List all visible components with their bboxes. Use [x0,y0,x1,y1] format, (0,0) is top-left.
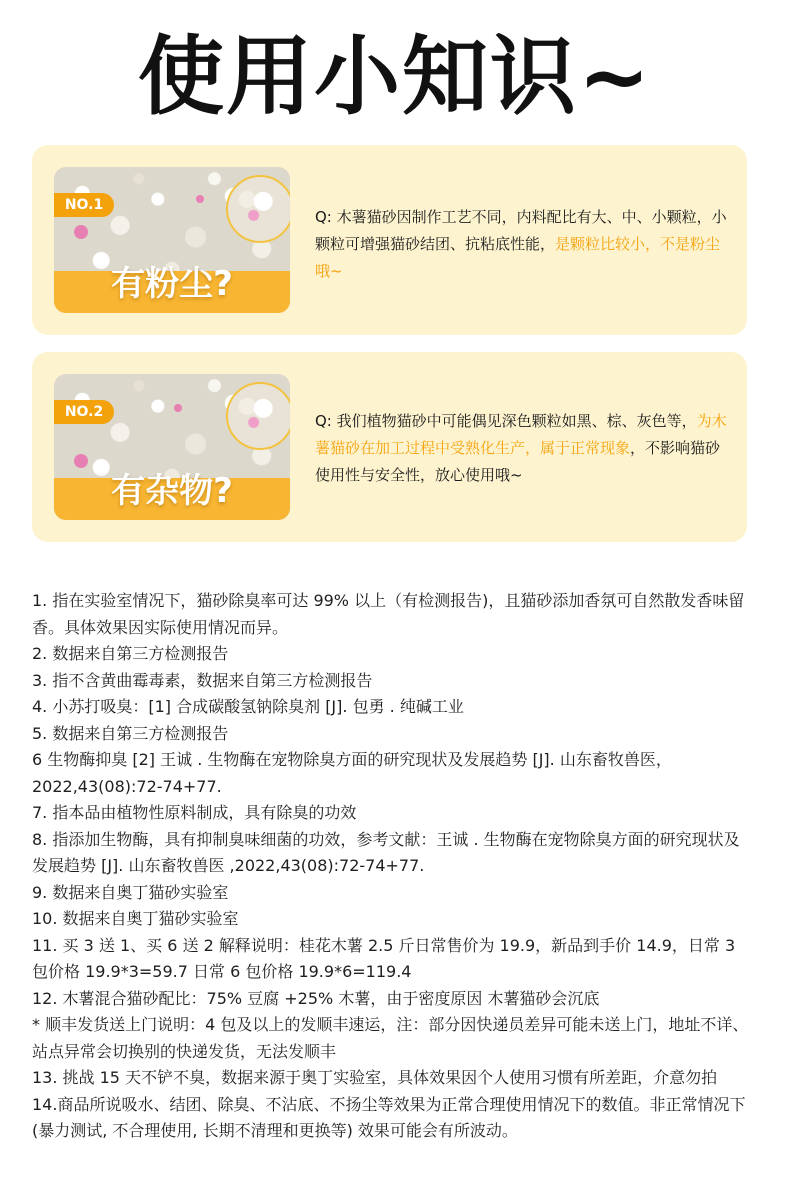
pink-granule [74,225,88,239]
answer-text: Q: 我们植物猫砂中可能偶见深色颗粒如黑、棕、灰色等， [315,412,697,430]
footnote: 3. 指不含黄曲霉毒素，数据来自第三方检测报告 [32,670,373,690]
info-card-dust [32,145,747,335]
card-number-badge: NO.2 [54,400,114,424]
footnote: * 顺丰发货送上门说明：4 包及以上的发顺丰速运，注：部分因快递员差异可能未送上门，地址不详、站点异常会切换别的快递发货，无法发顺丰 [32,1015,749,1061]
card-answer-text [315,408,727,489]
footnote: 6 生物酶抑臭 [2] 王诚 . 生物酶在宠物除臭方面的研究现状及发展趋势 [J]. 山东畜牧兽医，2022,43(08):72-74+77. [32,750,672,796]
litter-photo [54,374,290,520]
pink-granule [196,195,204,203]
card-question-label: 有杂物? [111,471,233,511]
footnote: 4. 小苏打吸臭：[1] 合成碳酸氢钠除臭剂 [J]. 包勇 . 纯碱工业 [32,697,464,716]
page-title: 使用小知识~ [137,27,653,127]
footnote: 5. 数据来自第三方检测报告 [32,723,229,743]
footnote: 11. 买 3 送 1、买 6 送 2 解释说明：桂花木薯 2.5 斤日常售价为 19.9，新品到手价 14.9，日常 3 包价格 19.9*3=59.7 日常 6 包价格 19.9*6=119.4 [32,935,736,981]
footnote: 9. 数据来自奥丁猫砂实验室 [32,882,229,902]
answer-text: Q: 木薯猫砂因制作工艺不同，内料配比有大、中、小颗粒，小颗粒可增强猫砂结团、抗粘底性能， [315,208,727,253]
magnifier-circle [226,175,290,243]
footnote: 7. 指本品由植物性原料制成，具有除臭的功效 [32,803,357,822]
magnifier-circle [226,382,290,450]
answer-text-end: ，不影响猫砂使用性与安全性，放心使用哦~ [315,439,721,484]
footnote: 1. 指在实验室情况下，猫砂除臭率可达 99% 以上（有检测报告)，且猫砂添加香氛可自然散发香味留香。具体效果因实际使用情况而异。 [32,591,745,637]
litter-photo [54,167,290,313]
footnotes [32,588,752,1145]
footnote: 2. 数据来自第三方检测报告 [32,644,229,663]
footnote: 8. 指添加生物酶，具有抑制臭味细菌的功效，参考文献：王诚 . 生物酶在宠物除臭方面的研究现状及发展趋势 [J]. 山东畜牧兽医 ,2022,43(08):72-74+77. [32,829,740,875]
footnote: 13. 挑战 15 天不铲不臭，数据来源于奥丁实验室，具体效果因个人使用习惯有所差距，介意勿拍 [32,1068,718,1087]
info-card-impurities [32,352,747,542]
answer-highlight: 为木薯猫砂在加工过程中受熟化生产，属于正常现象 [315,412,727,457]
answer-highlight: 是颗粒比较小，不是粉尘哦~ [315,235,721,280]
footnote: 10. 数据来自奥丁猫砂实验室 [32,909,239,928]
footnote: 12. 木薯混合猫砂配比：75% 豆腐 +25% 木薯，由于密度原因 木薯猫砂会沉底 [32,988,600,1008]
card-question-label: 有粉尘? [111,264,233,304]
card-number-badge: NO.1 [54,193,114,217]
card-answer-text [315,204,727,285]
footnote: 14.商品所说吸水、结团、除臭、不沾底、不扬尘等效果为正常合理使用情况下的数值。非正常情况下 (暴力测试, 不合理使用, 长期不清理和更换等) 效果可能会有所波动。 [32,1094,746,1140]
pink-granule [174,404,182,412]
